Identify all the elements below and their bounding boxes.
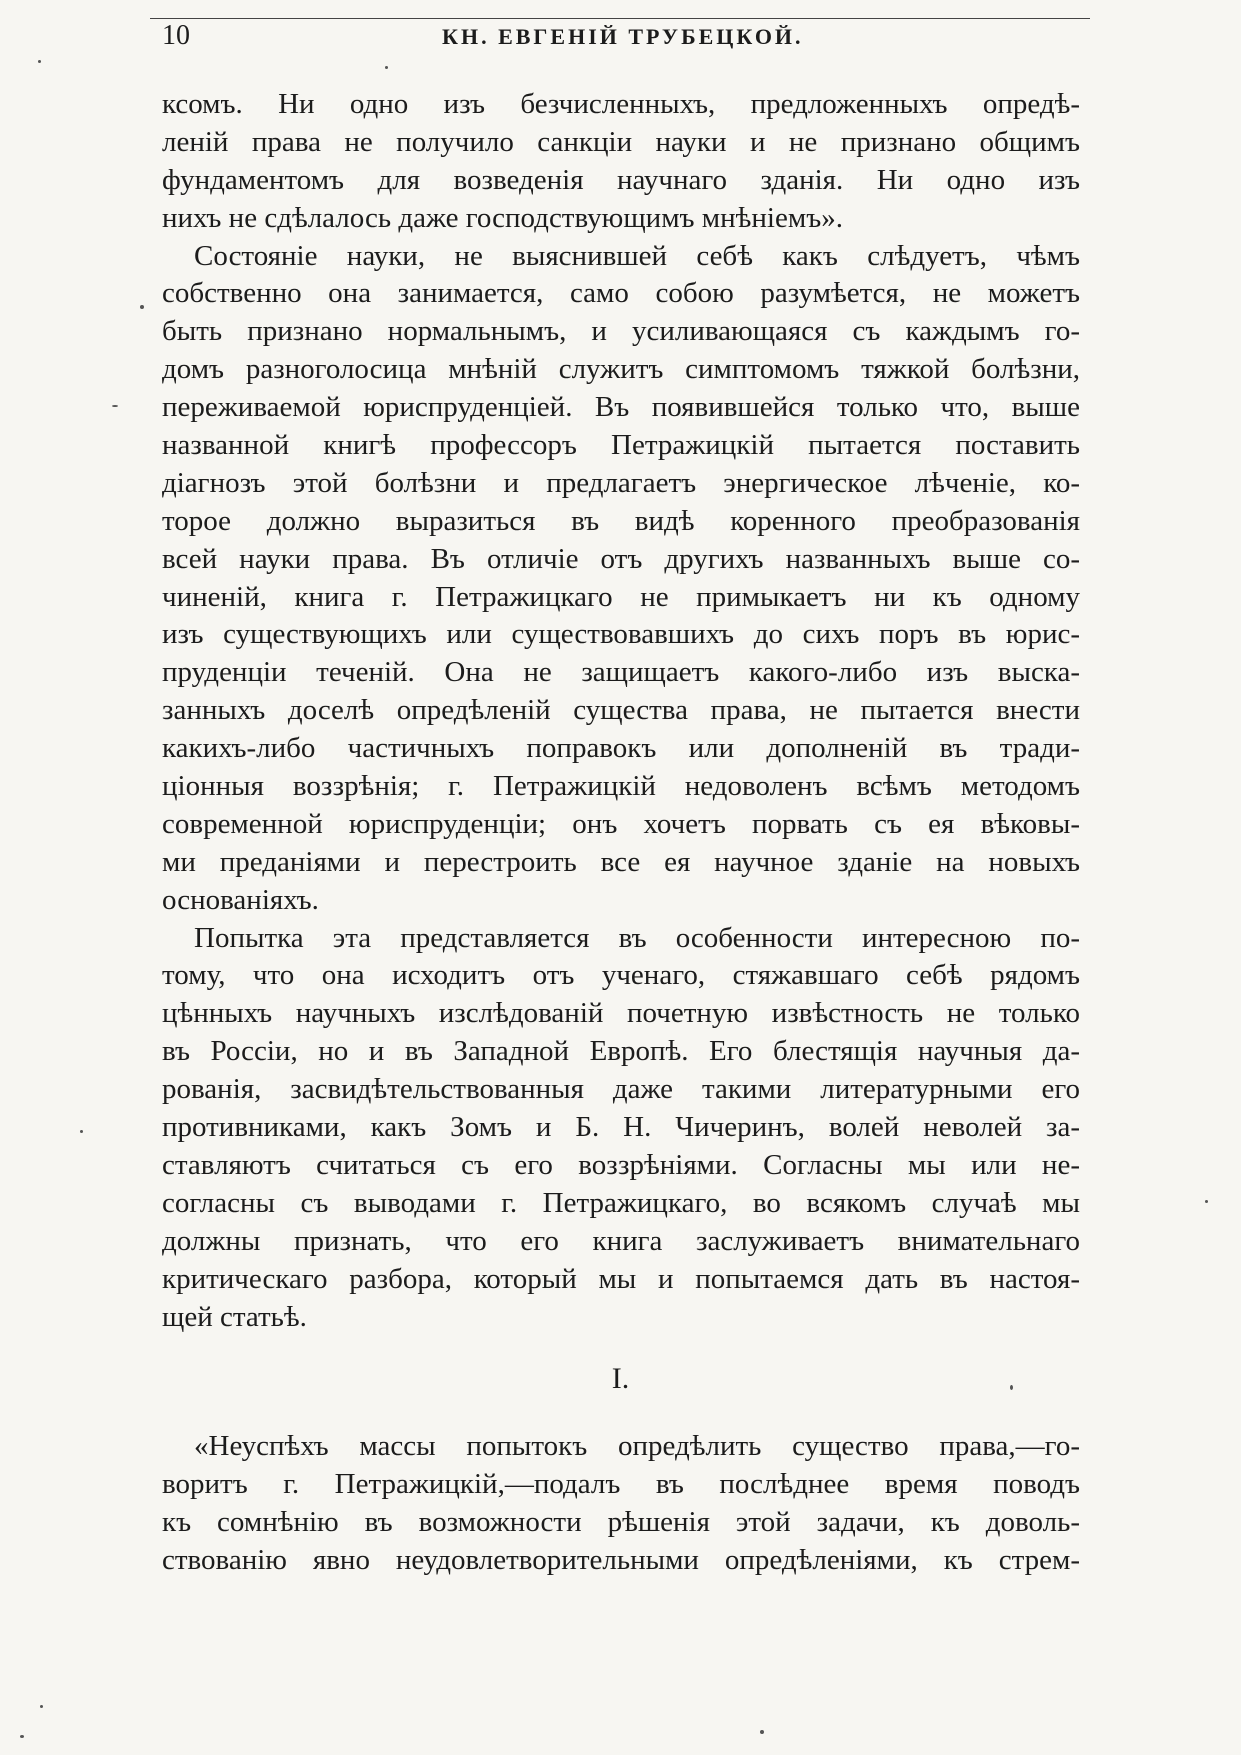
text-line: изъ существующихъ или существовавшихъ до сихъ поръ въ юрис- bbox=[162, 618, 1080, 651]
paragraph-2 bbox=[162, 238, 1080, 920]
scan-speck bbox=[40, 1705, 43, 1708]
section-heading: I. bbox=[611, 1362, 630, 1395]
body-text bbox=[162, 86, 1080, 1336]
text-line: пруденціи теченій. Она не защищаетъ какого-либо изъ выска- bbox=[162, 656, 1080, 689]
text-line: воритъ г. Петражицкій,—подалъ въ послѣднее время поводъ bbox=[162, 1467, 1080, 1500]
text-line: Попытка эта представляется въ особенности интересною по- bbox=[194, 921, 1080, 954]
text-line: занныхъ доселѣ опредѣленій существа права, не пытается внести bbox=[162, 694, 1080, 727]
text-line: нихъ не сдѣлалось даже господствующимъ мнѣніемъ». bbox=[162, 201, 843, 234]
scan-speck bbox=[760, 1730, 764, 1734]
page-header bbox=[162, 20, 1082, 60]
text-line: ствованію явно неудовлетворительными опредѣленіями, къ стрем- bbox=[162, 1543, 1080, 1576]
text-line: щей статьѣ. bbox=[162, 1300, 307, 1333]
scan-speck bbox=[20, 1735, 24, 1738]
text-line: современной юриспруденціи; онъ хочетъ порвать съ ея вѣковы- bbox=[162, 807, 1080, 840]
scan-speck bbox=[1010, 1385, 1013, 1390]
text-line: тому, что она исходитъ отъ ученаго, стяжавшаго себѣ рядомъ bbox=[162, 959, 1080, 992]
text-line: діагнозъ этой болѣзни и предлагаетъ энергическое лѣченіе, ко- bbox=[162, 466, 1080, 499]
scan-speck bbox=[38, 60, 41, 63]
text-line: критическаго разбора, который мы и попытаемся дать въ настоя- bbox=[162, 1262, 1080, 1295]
text-line: въ Россіи, но и въ Западной Европѣ. Его блестящія научныя да- bbox=[162, 1035, 1080, 1068]
text-line: противниками, какъ Зомъ и Б. Н. Чичеринъ, волей неволей за- bbox=[162, 1111, 1080, 1144]
text-line: основаніяхъ. bbox=[162, 883, 319, 916]
text-line: названной книгѣ профессоръ Петражицкій пытается поставить bbox=[162, 429, 1080, 462]
text-line: леній права не получило санкціи науки и не признано общимъ bbox=[162, 125, 1080, 158]
scan-speck bbox=[140, 305, 144, 309]
text-line: всей науки права. Въ отличіе отъ другихъ названныхъ выше со- bbox=[162, 542, 1080, 575]
page-number: 10 bbox=[162, 20, 190, 51]
scan-speck bbox=[80, 1130, 83, 1133]
text-line: должны признать, что его книга заслуживаетъ внимательнаго bbox=[162, 1224, 1080, 1257]
text-line: «Неуспѣхъ массы попытокъ опредѣлить существо права,—го- bbox=[194, 1430, 1080, 1462]
text-line: ми преданіями и перестроить все ея научное зданіе на новыхъ bbox=[162, 845, 1080, 878]
section-text bbox=[162, 1428, 1080, 1580]
scan-speck bbox=[112, 405, 118, 407]
text-line: цѣнныхъ научныхъ изслѣдованій почетную извѣстность не только bbox=[162, 997, 1080, 1030]
scan-speck bbox=[385, 66, 388, 69]
text-line: рованія, засвидѣтельствованныя даже такими литературными его bbox=[162, 1073, 1080, 1106]
text-line: Состояніе науки, не выяснившей себѣ какъ слѣдуетъ, чѣмъ bbox=[194, 239, 1080, 272]
text-line: согласны съ выводами г. Петражицкаго, во всякомъ случаѣ мы bbox=[162, 1186, 1080, 1219]
paragraph-3 bbox=[162, 920, 1080, 1337]
paragraph-1 bbox=[162, 86, 1080, 238]
text-line: домъ разноголосица мнѣній служитъ симптомомъ тяжкой болѣзни, bbox=[162, 353, 1080, 386]
text-line: фундаментомъ для возведенія научнаго зданія. Ни одно изъ bbox=[162, 163, 1080, 196]
top-rule bbox=[150, 18, 1090, 19]
text-line: къ сомнѣнію въ возможности рѣшенія этой задачи, къ доволь- bbox=[162, 1505, 1080, 1538]
scan-speck bbox=[1205, 1200, 1208, 1203]
text-line: ксомъ. Ни одно изъ безчисленныхъ, предложенныхъ опредѣ- bbox=[162, 88, 1080, 120]
text-line: чиненій, книга г. Петражицкаго не примыкаетъ ни къ одному bbox=[162, 580, 1080, 613]
running-head: КН. ЕВГЕНІЙ ТРУБЕЦКОЙ. bbox=[442, 24, 804, 49]
text-line: быть признано нормальнымъ, и усиливающаяся съ каждымъ го- bbox=[162, 315, 1080, 348]
text-line: переживаемой юриспруденціей. Въ появившейся только что, выше bbox=[162, 391, 1080, 424]
text-line: какихъ-либо частичныхъ поправокъ или дополненій въ тради- bbox=[162, 732, 1080, 765]
text-line: собственно она занимается, само собою разумѣется, не можетъ bbox=[162, 277, 1080, 310]
text-line: ставляютъ считаться съ его воззрѣніями. Согласны мы или не- bbox=[162, 1148, 1080, 1181]
text-line: торое должно выразиться въ видѣ коренного преобразованія bbox=[162, 504, 1080, 537]
text-line: ціонныя воззрѣнія; г. Петражицкій недоволенъ всѣмъ методомъ bbox=[162, 770, 1080, 803]
